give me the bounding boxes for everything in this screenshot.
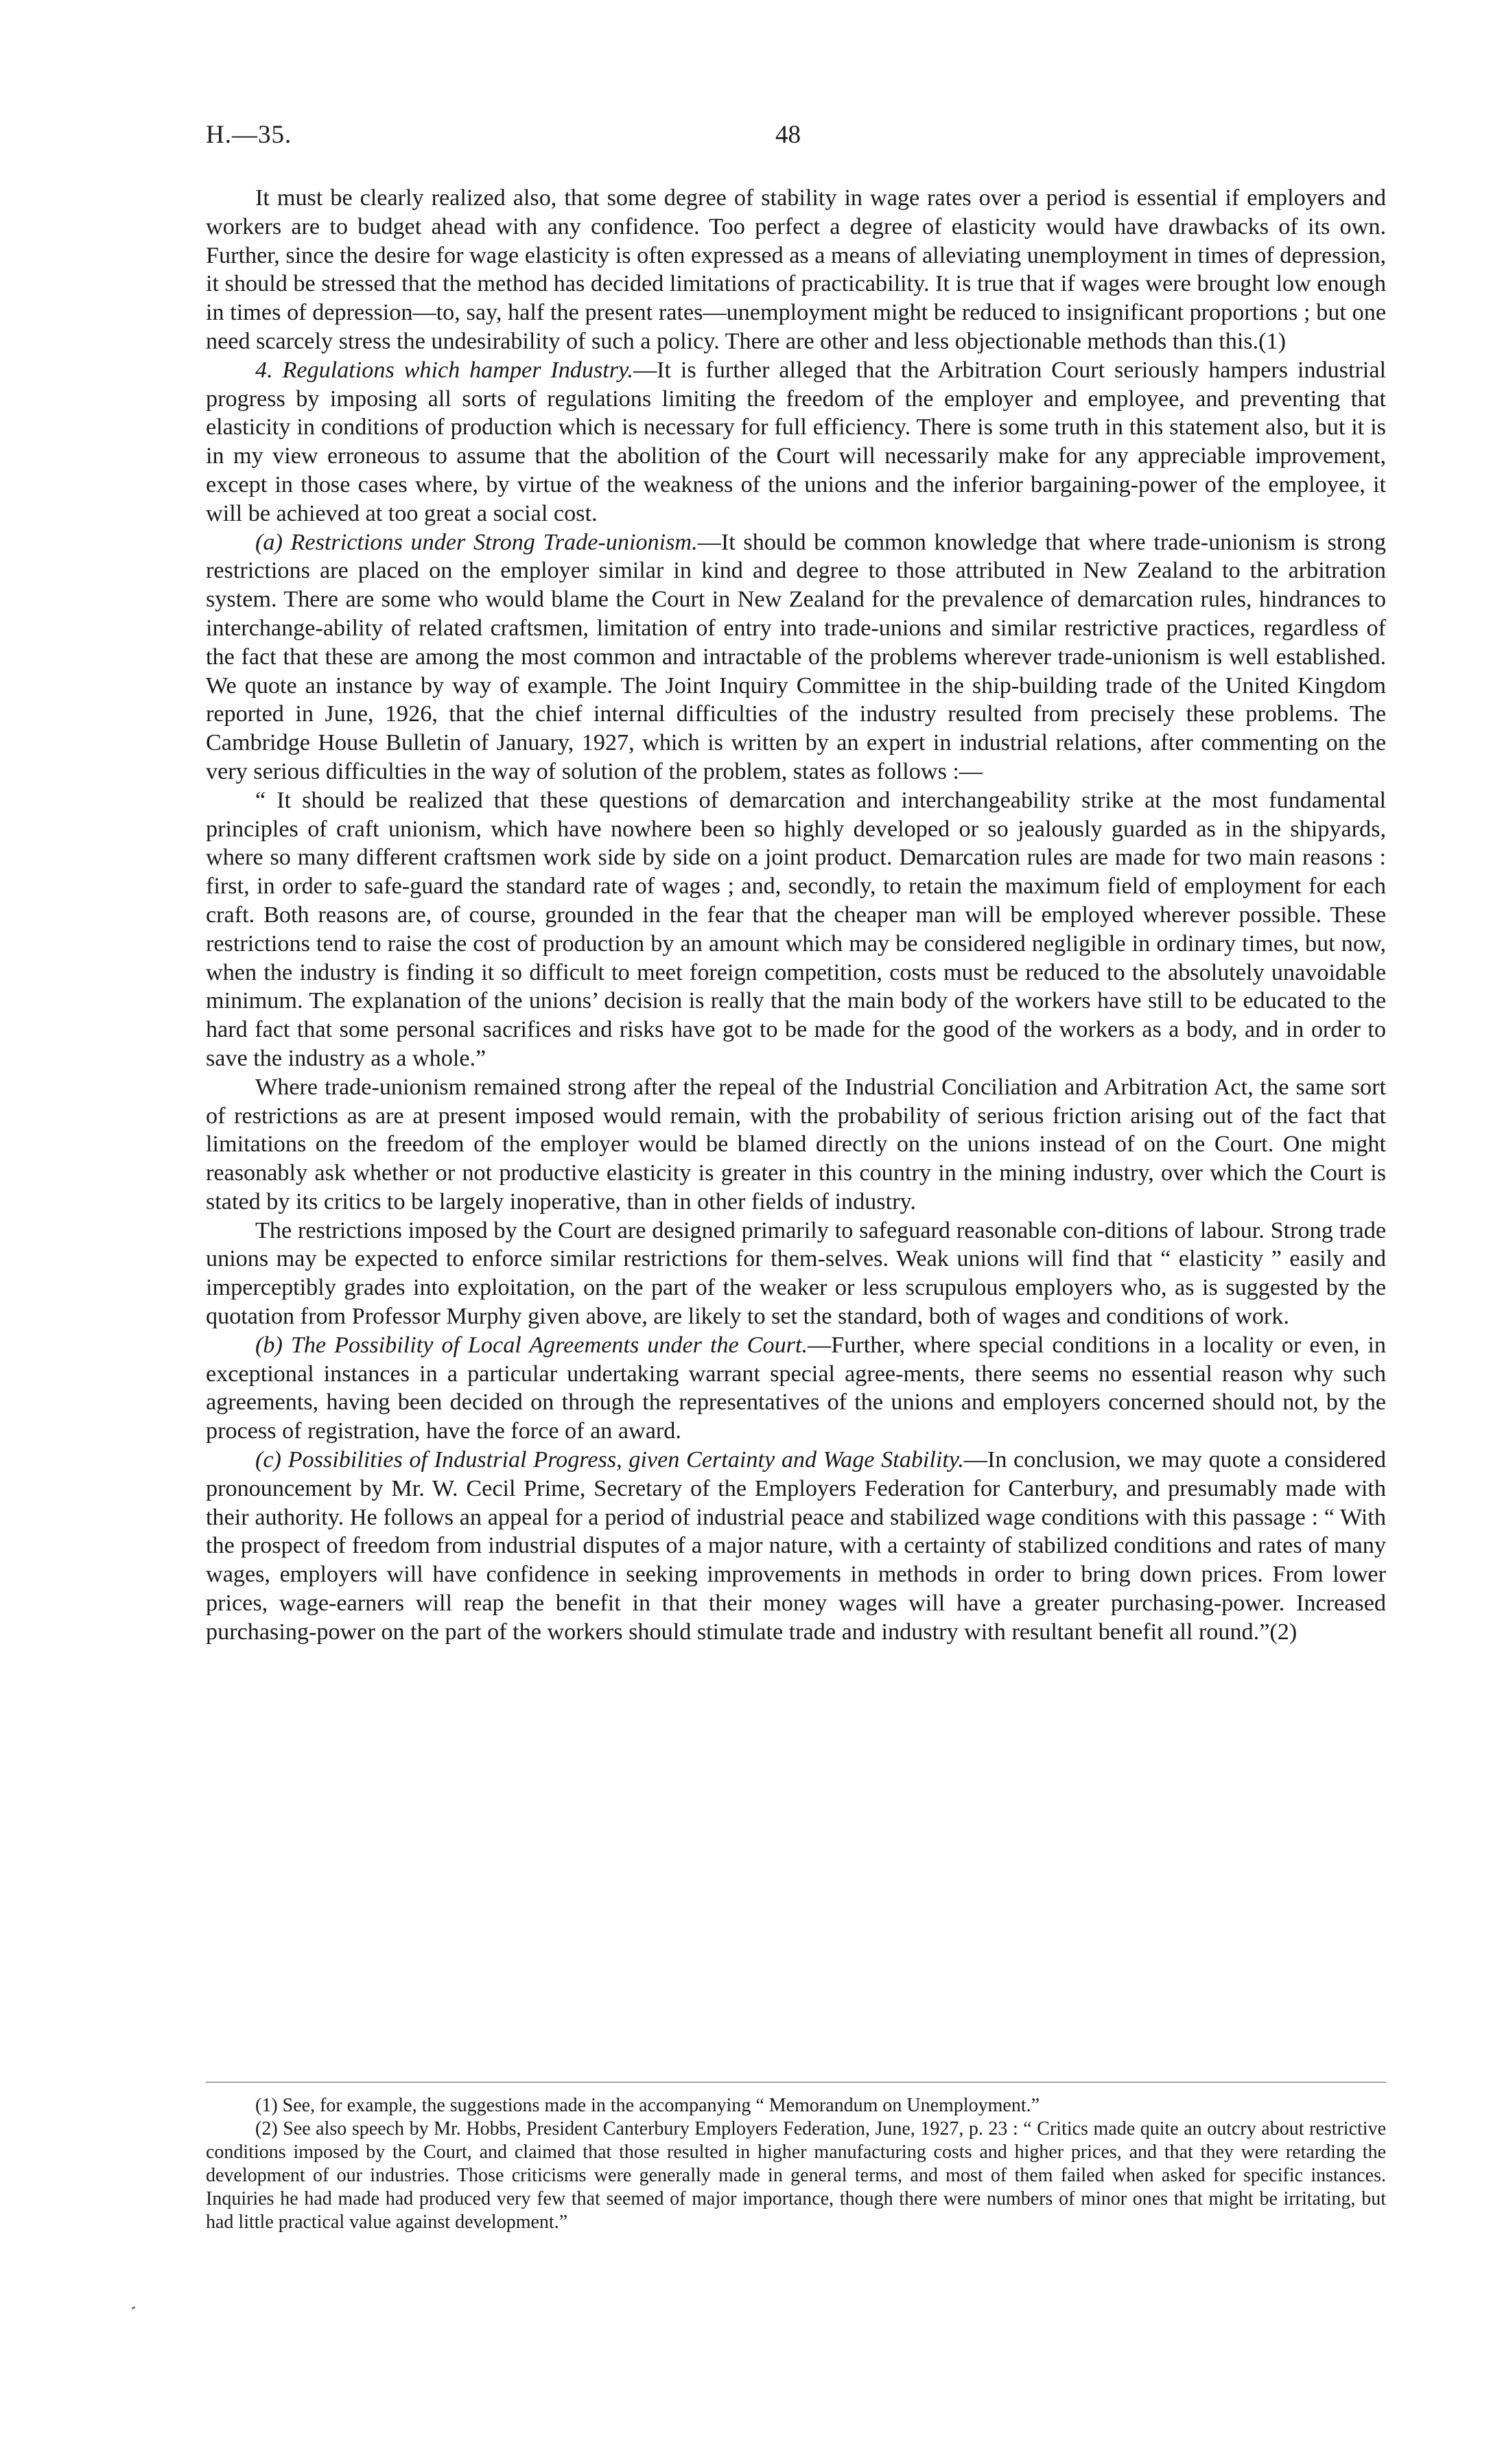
paragraph-wage-stability: It must be clearly realized also, that some degree of stability in wage rates over a period is essential if employers and workers are to budget ahead with any confidence. Too perfect a degree of elasticity would have drawbacks of its own. Further, since the desire for wage elasticity is often expressed as a means of alleviating unemployment in times of depression, it should be stressed that the method has decided limitations of practicability. It is true that if wages were brought low enough in times of depression—to, say, half the present rates—unemployment might be reduced to insignificant proportions ; but one need scarcely stress the undesirability of such a policy. There are other and less objectionable methods than this.(1) <box>206 185 1386 354</box>
document-reference: H.—35. <box>206 121 292 149</box>
paragraph-local-agreements-body: —Further, where special conditions in a locality or even, in exceptional instances in a particular undertaking warrant special agree-ments, there seems no essential reason why such agreements, having been decided on through the representatives of the unions and employers concerned should not, by the process of registration, have the force of an award. <box>206 1332 1386 1444</box>
paragraph-industrial-progress-body: —In conclusion, we may quote a considered pronouncement by Mr. W. Cecil Prime, Secretary of the Employers Federation for Canterbury, and presumably made with their authority. He follows an appeal for a period of industrial peace and stabilized wage conditions with this passage : “ With the prospect of freedom from industrial disputes of a major nature, with a certainty of stabilized conditions and rates of many wages, employers will have confidence in seeking improvements in methods in order to bring down prices. From lower prices, wage-earners will reap the benefit in that their money wages will have a greater purchasing-power. Increased purchasing-power on the part of the workers should stimulate trade and industry with resultant benefit all round.”(2) <box>206 1447 1386 1645</box>
paragraph-restrictions <box>206 528 1386 786</box>
footnote-1: (1) See, for example, the suggestions made in the accompanying “ Memorandum on Unemployment.” <box>255 2095 1040 2116</box>
page-header <box>206 120 1386 154</box>
section-heading-industrial-progress: (c) Possibilities of Industrial Progress, given Certainty and Wage Stability. <box>255 1447 964 1473</box>
paragraph-repeal-consequences: Where trade-unionism remained strong after the repeal of the Industrial Conciliation and Arbitration Act, the same sort of restrictions as are at present imposed would remain, with the probability of serious friction arising out of the fact that limitations on the freedom of the employer would be blamed directly on the unions instead of on the Court. One might reasonably ask whether or not productive elasticity is greater in this country in the mining industry, over which the Court is stated by its critics to be largely inoperative, than in other fields of industry. <box>206 1074 1386 1215</box>
paragraph-regulations <box>206 356 1386 528</box>
section-heading-regulations: 4. Regulations which hamper Industry. <box>255 357 633 383</box>
paragraph-court-restrictions: The restrictions imposed by the Court are designed primarily to safeguard reasonable con-ditions of labour. Strong trade unions may be expected to enforce similar restrictions for them-selves. Weak unions will find that “ elasticity ” easily and imperceptibly grades into exploitation, on the part of the weaker or less scrupulous employers who, as is suggested by the quotation from Professor Murphy given above, are likely to set the standard, both of wages and conditions of work. <box>206 1217 1386 1330</box>
footnote-2: (2) See also speech by Mr. Hobbs, President Canterbury Employers Federation, June, 1927, p. 23 : “ Critics made quite an outcry about restrictive conditions imposed by the Court, and claimed that those resulted in higher manufacturing costs and higher prices, and that they were retarding the development of our industries. Those criticisms were generally made in general terms, and most of them failed when asked for specific instances. Inquiries he had made had produced very few that seemed of major importance, though there were numbers of minor ones that might be irritating, but had little practical value against development.” <box>206 2118 1386 2233</box>
body-text <box>206 184 1386 1647</box>
paragraph-restrictions-body: —It should be common knowledge that where trade-unionism is strong restrictions are placed on the employer similar in kind and degree to those attributed in New Zealand to the arbitration system. There are some who would blame the Court in New Zealand for the prevalence of demarcation rules, hindrances to interchange-ability of related craftsmen, limitation of entry into trade-unions and similar restrictive practices, regardless of the fact that these are among the most common and intractable of the problems wherever trade-unionism is well established. We quote an instance by way of example. The Joint Inquiry Committee in the ship-building trade of the United Kingdom reported in June, 1926, that the chief internal difficulties of the industry resulted from precisely these problems. The Cambridge House Bulletin of January, 1927, which is written by an expert in industrial relations, after commenting on the very serious difficulties in the way of solution of the problem, states as follows :— <box>206 529 1386 784</box>
footnotes <box>206 2094 1386 2234</box>
paragraph-regulations-body: —It is further alleged that the Arbitration Court seriously hampers industrial progress by imposing all sorts of regulations limiting the freedom of the employer and employee, and preventing that elasticity in conditions of production which is necessary for full efficiency. There is some truth in this statement also, but it is in my view erroneous to assume that the abolition of the Court will necessarily make for any appreciable improvement, except in those cases where, by virtue of the weakness of the unions and the inferior bargaining-power of the employee, it will be achieved at too great a social cost. <box>206 357 1387 526</box>
section-heading-restrictions: (a) Restrictions under Strong Trade-unionism. <box>255 529 698 555</box>
scan-speck <box>132 2306 136 2310</box>
paragraph-local-agreements <box>206 1331 1386 1446</box>
paragraph-quotation-bulletin: “ It should be realized that these questions of demarcation and interchangeability strike at the most fundamental principles of craft unionism, which have nowhere been so highly developed or so jealously guarded as in the shipyards, where so many different craftsmen work side by side on a joint product. Demarcation rules are made for two main reasons : first, in order to safe-guard the standard rate of wages ; and, secondly, to retain the maximum field of employment for each craft. Both reasons are, of course, grounded in the fear that the cheaper man will be employed wherever possible. These restrictions tend to raise the cost of production by an amount which may be considered negligible in ordinary times, but now, when the industry is finding it so difficult to meet foreign competition, costs must be reduced to the absolutely unavoidable minimum. The explanation of the unions’ decision is really that the main body of the workers have still to be educated to the hard fact that some personal sacrifices and risks have got to be made for the good of the workers as a body, and in order to save the industry as a whole.” <box>206 787 1386 1071</box>
section-heading-local-agreements: (b) The Possibility of Local Agreements under the Court. <box>255 1332 808 1358</box>
page-number: 48 <box>775 121 801 149</box>
paragraph-industrial-progress <box>206 1446 1386 1647</box>
